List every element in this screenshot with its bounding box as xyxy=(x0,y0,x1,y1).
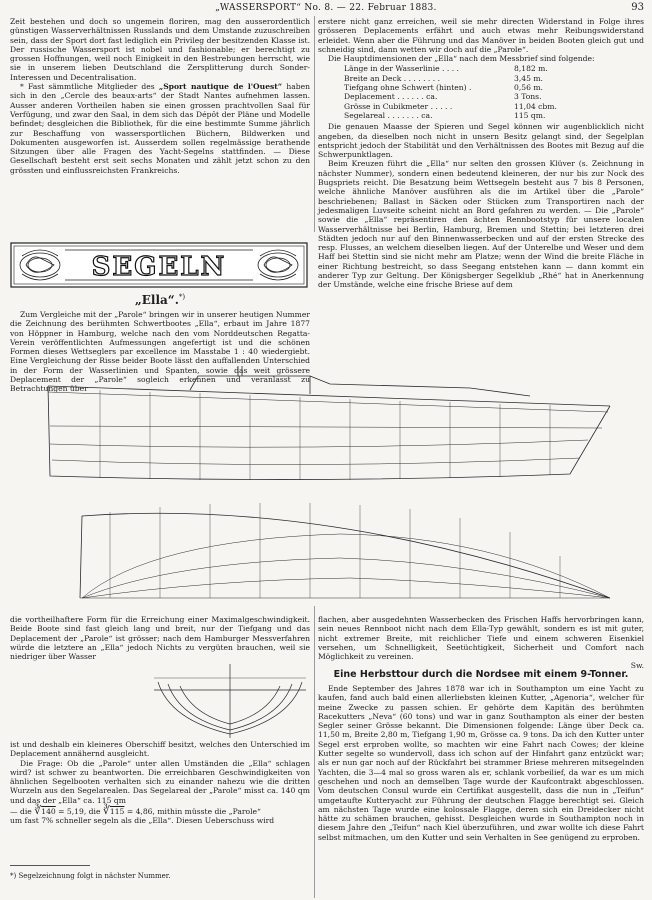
footnote-rule xyxy=(10,865,90,866)
right-column-top xyxy=(318,17,644,290)
paragraph: erstere nicht ganz erreichen, weil sie mehr directen Widerstand in Folge ihres grösseren Deplacements erfährt und auch etwas mehr Reibungswiderstand erleidet. Wenn aber die Führung und das Manöver in beiden Booten gleich gut und schneidig sind, dann wetten wir doch auf die „Parole“. xyxy=(318,17,644,54)
page-number: 93 xyxy=(631,2,644,13)
paragraph: flachen, aber ausgedehnten Wasserbecken des Frischen Haffs hervorbringen kann, sein neues Rennboot nicht nach dem Ella-Typ gewählt, sondern es ist mit guter, nicht extremer Breite, mit reichlicher Tiefe und einem schweren Eisenkiel versehen, um Schnelligkeit, Seetüchtigkeit, Sicherheit und Comfort nach Möglichkeit zu vereinen. xyxy=(318,615,644,662)
dimension-row: Grösse in Cubikmeter . . . . . 11,04 cbm. xyxy=(344,101,557,111)
body-plan-drawing xyxy=(150,660,310,740)
dimension-row: Segelareal . . . . . . . ca. 115 qm. xyxy=(344,110,546,120)
footnote: *) Segelzeichnung folgt in nächster Nummer. xyxy=(10,872,171,880)
paragraph: Die genauen Maasse der Spieren und Segel können wir augenblicklich nicht angeben, da dieselben noch nicht in unsern Besitz gelangt sind, der Segelplan entspricht jedoch der Stabilität und den Verhältnissen des Bootes mit Bezug auf die Schwerpunktlagen. xyxy=(318,122,644,160)
hull-profile-outline xyxy=(48,386,610,480)
left-column-top xyxy=(10,17,310,175)
dimension-row: Breite an Deck . . . . . . . . 3,45 m. xyxy=(344,73,543,83)
paragraph: Beim Kreuzen führt die „Ella“ nur selten den grossen Klüver (s. Zeichnung in nächster Nummer), sondern einen bedeutend kleineren, der nur bis zur Nock des Bugspriets reicht. Die Besatzung beim Wettsegeln besteht aus 7 bis 8 Personen, welche ähnliche Manöver ausführen als die im Artikel über die „Parole“ beschriebenen; Ballast in Säcken oder Stücken zum Transportiren nach der jedesmaligen Luvseite scheint nicht an Bord gefahren zu werden. — Die „Parole“ sowie die „Ella“ repräsentiren den ächten Rennbootstyp für unsere localen Wasserverhältnisse bei Berlin, Hamburg, Bremen und Stettin; bei letzteren drei Städten jedoch nur auf den Binnenwasserbecken und auf der ersten Strecke des resp. Flusses, an welchem dieselben liegen. Auf der Unterelbe und Weser und dem Haff bei Stettin sind sie nicht mehr am Platze; wenn der Wind die breite Fläche in einer Richtung bestreicht, so dass Seegang entstehen kann — dann kommt ein anderer Typ zur Geltung. Der Königsberger Segelklub „Rhé“ hat in Anerkennung der Umstände, welche eine frische Briese auf dem xyxy=(318,159,644,290)
half-breadth-outline xyxy=(80,513,610,598)
paragraph: ist und deshalb ein kleineres Oberschiff besitzt, welches den Unterschied im Deplacement annähernd ausgleicht. xyxy=(10,740,310,759)
right-column-middle xyxy=(318,615,644,671)
paragraph: Die Frage: Ob die „Parole“ unter allen Umständen die „Ella“ schlagen wird? ist schwer zu beantworten. Die erreichbaren Geschwindigkeiten von ähnlichen Segelbooten verhalten sich zu einander nahezu wie die dritten Wurzeln aus den Segelarealen. Das Segelareal der „Parole“ misst ca. 140 qm und das der „Ella“ ca. 115 qm xyxy=(10,758,310,805)
formula-line: — die ∛140 = 5,19, die ∛115 = 4,86, mithin müsste die „Parole“ xyxy=(10,804,261,818)
tour-title: Eine Herbsttour durch die Nordsee mit einem 9-Tonner. xyxy=(333,669,629,680)
segeln-banner-graphic xyxy=(10,242,308,288)
dimension-row: Länge in der Wasserlinie . . . . 8,182 m. xyxy=(344,64,548,74)
paragraph: Die Hauptdimensionen der „Ella“ nach dem Messbrief sind folgende: xyxy=(328,54,595,64)
dimension-row: Tiefgang ohne Schwert (hinten) . 0,56 m. xyxy=(344,83,543,93)
paragraph: Zum Vergleiche mit der „Parole“ bringen wir in unserer heutigen Nummer die Zeichnung des berühmten Schwertbootes „Ella“, erbaut im Jahre 1877 von Höppner in Hamburg, welche nach den vom Norddeutschen Regatta-Verein veröffentlichten Aufmessungen angefertigt ist und die schönen Formen dieses Wettseglers par excellence im Masstabe 1 : 40 wiedergiebt. Eine Vergleichung der Risse beider Boote lässt den auffallenden Unterschied in der Form der Wasserlinien und Spanten, sowie das weit grössere Deplacement der „Parole“ sogleich erkennen und veranlasst zu Betrachtungen über xyxy=(10,310,310,394)
paragraph: Ende September des Jahres 1878 war ich in Southampton um eine Yacht zu kaufen, fand auch bald einen allerliebsten kleinen Kutter, „Agenoria“, welcher für meine Zwecke zu passen schien. Er gehörte dem Kapitän des berühmten Racekutters „Neva“ (60 tons) und war in ganz Southampton als einer der besten Segler seiner Grösse bekannt. Die Dimensionen folgende: Länge über Deck ca. 11,50 m, Breite 2,80 m, Tiefgang 1,90 m, Grösse ca. 9 tons. Da ich den Kutter unter Segel erst erproben wollte, so machten wir eine Fahrt nach Cowes; der kleine Kutter segelte so wundervoll, dass ich schon auf der Hinfahrt ganz entzückt war; als er nun gar noch auf der Rückfahrt bei strammer Briese mehreren mitsegelnden Yachten, die 3—4 mal so gross waren als er, schlank vorbeilief, da war es um mich geschehen und noch an demselben Tage wurde der Kaufcontrakt abgeschlossen. Vom deutschen Consul wurde ein Certifikat ausgestellt, dass die nun in „Teifun“ umgetaufte Kutteryacht zur Führung der deutschen Flagge berechtigt sei. Gleich am nächsten Tage wurde eine kolossale Flagge, deren sich ein Dreidecker nicht hätte zu schämen brauchen, gehisst. Desgleichen wurde in Southampton noch in diesem Jahre den „Teifun“ nach Kiel überzuführen, und zwar wollte ich diese Fahrt selbst mitmachen, um den Kutter und sein Verhalten in See genügend zu erproben. xyxy=(318,684,644,842)
column-rule-bottom xyxy=(314,658,315,898)
paragraph: Zeit bestehen und doch so ungemein floriren, mag den ausserordentlich günstigen Wasserverhältnissen Russlands und dem Umstande zuzuschreiben sein, dass der Sport dort fast lediglich ein Privileg der besitzenden Klasse ist. Der russische Wassersport ist nobel und fashionable; er berechtigt zu grossen Hoffnungen, weil noch Einigkeit in den Bestrebungen herrscht, wie sie in unserem lieben Deutschland die Zersplitterung durch Sonder-Interessen und Decentralisation. xyxy=(10,17,310,82)
banner-text: SEGELN xyxy=(91,252,227,282)
hull-drawing xyxy=(10,366,642,606)
column-rule-top xyxy=(314,16,315,232)
left-column-bottom xyxy=(10,740,310,826)
column-rule-middle xyxy=(314,606,315,658)
paragraph: die vortheilhaftere Form für die Erreichung einer Maximalgeschwindigkeit. Beide Boote sind fast gleich lang und breit, nur der Tiefgang und das Deplacement der „Parole“ ist grösser; nach dem Hamburger Messverfahren würde die letztere an „Ella“ jedoch Nichts zu vergüten brauchen, weil sie niedriger über Wasser xyxy=(10,615,310,662)
dimension-row: Deplacement . . . . . . ca. 3 Tons. xyxy=(344,92,542,102)
running-header xyxy=(8,3,644,15)
paragraph-footnote: * Fast sämmtliche Mitglieder des „Sport nautique de l'Ouest“ haben sich in den „Cercle des beaux-arts“ der Stadt Nantes aufnehmen lassen. Ausser anderen Vortheilen haben sie einen grossen prachtvollen Saal für Verfügung, und zwar den Saal, in dem sich das Dépôt der Pläne und Modelle befindet; desgleichen die Bibliothek, für die eine bestimmte Summe jährlich zur Beschaffung von wassersportlichen Büchern, Bildwerken und Dokumenten ausgeworfen ist. Ausserdem sollen regelmässige berathende Sitzungen über alle Fragen des Yacht-Segelns stattfinden. — Diese Gesellschaft besteht erst seit sechs Monaten und zählt jetzt schon zu den grössten und einflussreichsten Frankreichs. xyxy=(10,82,310,175)
article-title: „Ella“.*) xyxy=(134,293,186,307)
left-column-middle xyxy=(10,615,310,661)
running-title: „WASSERSPORT“ No. 8. — 22. Februar 1883. xyxy=(215,3,437,13)
cube-root-icon: ∛ xyxy=(34,804,42,818)
paragraph: um fast 7% schneller segeln als die „Ella“. Diesen Ueberschuss wird xyxy=(10,816,275,826)
dimensions-table xyxy=(344,64,644,120)
cube-root-icon: ∛ xyxy=(102,804,110,818)
section-banner xyxy=(10,242,308,288)
tour-article xyxy=(318,669,644,842)
signature: Sw. xyxy=(630,661,644,671)
